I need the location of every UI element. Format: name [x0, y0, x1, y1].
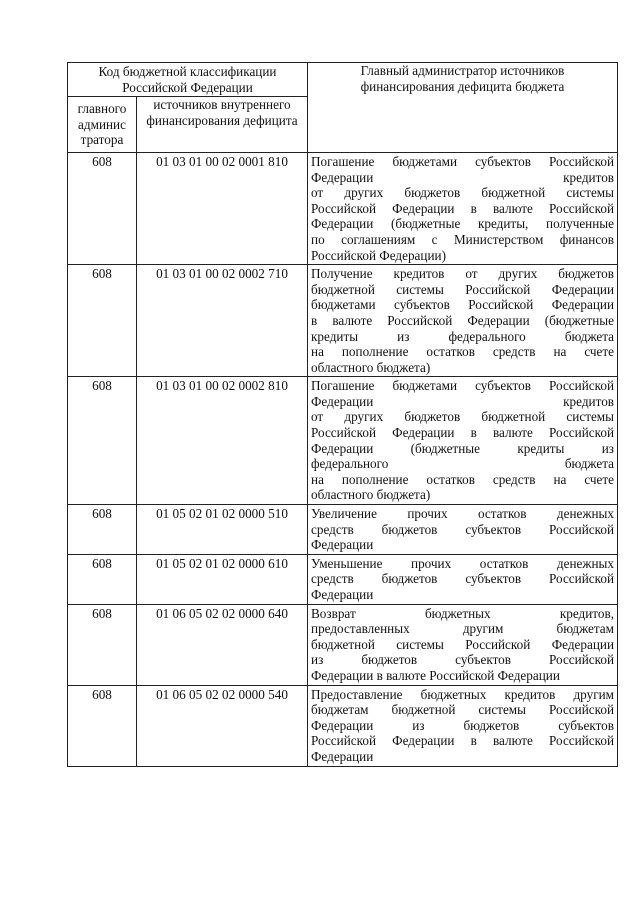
description-line: кредиты из федерального бюджета — [311, 328, 615, 344]
description-line: на пополнение остатков средств на счете — [311, 344, 615, 360]
description-line: Федерации — [311, 748, 374, 764]
administrator-description — [308, 152, 618, 264]
description-line: в валюте Российской Федерации (бюджетные — [311, 312, 615, 328]
administrator-description — [308, 604, 618, 685]
description-line: Федерации кредитов — [311, 393, 615, 409]
administrator-description — [308, 554, 618, 604]
header-administrator-name: Главный администратор источников финансирования дефицита бюджета — [308, 63, 618, 153]
administrator-description — [308, 265, 618, 377]
administrator-code: 608 — [68, 152, 137, 264]
description-line: Российской Федерации в валюте Российской — [311, 733, 615, 749]
source-code: 01 03 01 00 02 0002 810 — [137, 377, 308, 505]
description-line: Федерации (бюджетные кредиты из — [311, 440, 615, 456]
source-code: 01 03 01 00 02 0002 710 — [137, 265, 308, 377]
description-line: Федерации — [311, 537, 374, 553]
table-row — [68, 554, 618, 604]
administrator-code: 608 — [68, 505, 137, 555]
description-line: Российской Федерации в валюте Российской — [311, 425, 615, 441]
source-code: 01 06 05 02 02 0000 640 — [137, 604, 308, 685]
administrator-description — [308, 505, 618, 555]
description-line: бюджетной системы Российской Федерации — [311, 636, 615, 652]
description-line: Федерации в валюте Российской Федерации — [311, 667, 560, 683]
description-line: от других бюджетов бюджетной системы — [311, 409, 615, 425]
description-line: предоставленных другим бюджетам — [311, 621, 615, 637]
administrator-code: 608 — [68, 604, 137, 685]
table-row — [68, 505, 618, 555]
administrator-code: 608 — [68, 554, 137, 604]
description-line: бюджетной системы Российской Федерации — [311, 281, 615, 297]
header-internal-sources: источников внутреннего финансирования дефицита — [137, 97, 308, 153]
description-line: федерального бюджета — [311, 456, 615, 472]
description-line: Получение кредитов от других бюджетов — [311, 266, 615, 282]
description-line: Федерации (бюджетные кредиты, полученные — [311, 216, 615, 232]
description-line: по соглашениям с Министерством финансов — [311, 231, 615, 247]
description-line: Российской Федерации в валюте Российской — [311, 200, 615, 216]
description-line: бюджетами субъектов Российской Федерации — [311, 297, 615, 313]
header-main-administrator: главного админис тратора — [68, 97, 137, 153]
description-line: областного бюджета) — [311, 359, 431, 375]
table-header — [68, 63, 618, 153]
source-code: 01 05 02 01 02 0000 610 — [137, 554, 308, 604]
description-line: Российской Федерации) — [311, 247, 446, 263]
header-group-label: Код бюджетной классификации Российской Федерации — [68, 63, 308, 97]
description-line: бюджетам бюджетной системы Российской — [311, 702, 615, 718]
administrator-code: 608 — [68, 265, 137, 377]
description-line: Федерации из бюджетов субъектов — [311, 717, 615, 733]
table-row — [68, 604, 618, 685]
source-code: 01 03 01 00 02 0001 810 — [137, 152, 308, 264]
administrator-description — [308, 377, 618, 505]
description-line: Предоставление бюджетных кредитов другим — [311, 686, 615, 702]
source-code: 01 06 05 02 02 0000 540 — [137, 685, 308, 766]
table-body — [68, 152, 618, 766]
description-line: Возврат бюджетных кредитов, — [311, 605, 615, 621]
description-line: из бюджетов субъектов Российской — [311, 652, 615, 668]
table-row — [68, 377, 618, 505]
description-line: от других бюджетов бюджетной системы — [311, 185, 615, 201]
source-code: 01 05 02 01 02 0000 510 — [137, 505, 308, 555]
administrator-description — [308, 685, 618, 766]
description-line: на пополнение остатков средств на счете — [311, 471, 615, 487]
table-row — [68, 265, 618, 377]
description-line: Федерации кредитов — [311, 169, 615, 185]
description-line: Погашение бюджетами субъектов Российской — [311, 153, 615, 169]
table-row — [68, 685, 618, 766]
description-line: Федерации — [311, 587, 374, 602]
description-line: областного бюджета) — [311, 487, 431, 503]
description-line: средств бюджетов субъектов Российской — [311, 521, 615, 537]
table-row — [68, 152, 618, 264]
description-line: средств бюджетов субъектов Российской — [311, 571, 615, 587]
description-line: Увеличение прочих остатков денежных — [311, 506, 615, 522]
description-line: Погашение бюджетами субъектов Российской — [311, 378, 615, 394]
description-line: Уменьшение прочих остатков денежных — [311, 555, 615, 571]
administrator-code: 608 — [68, 685, 137, 766]
budget-classification-table — [67, 62, 618, 767]
administrator-code: 608 — [68, 377, 137, 505]
